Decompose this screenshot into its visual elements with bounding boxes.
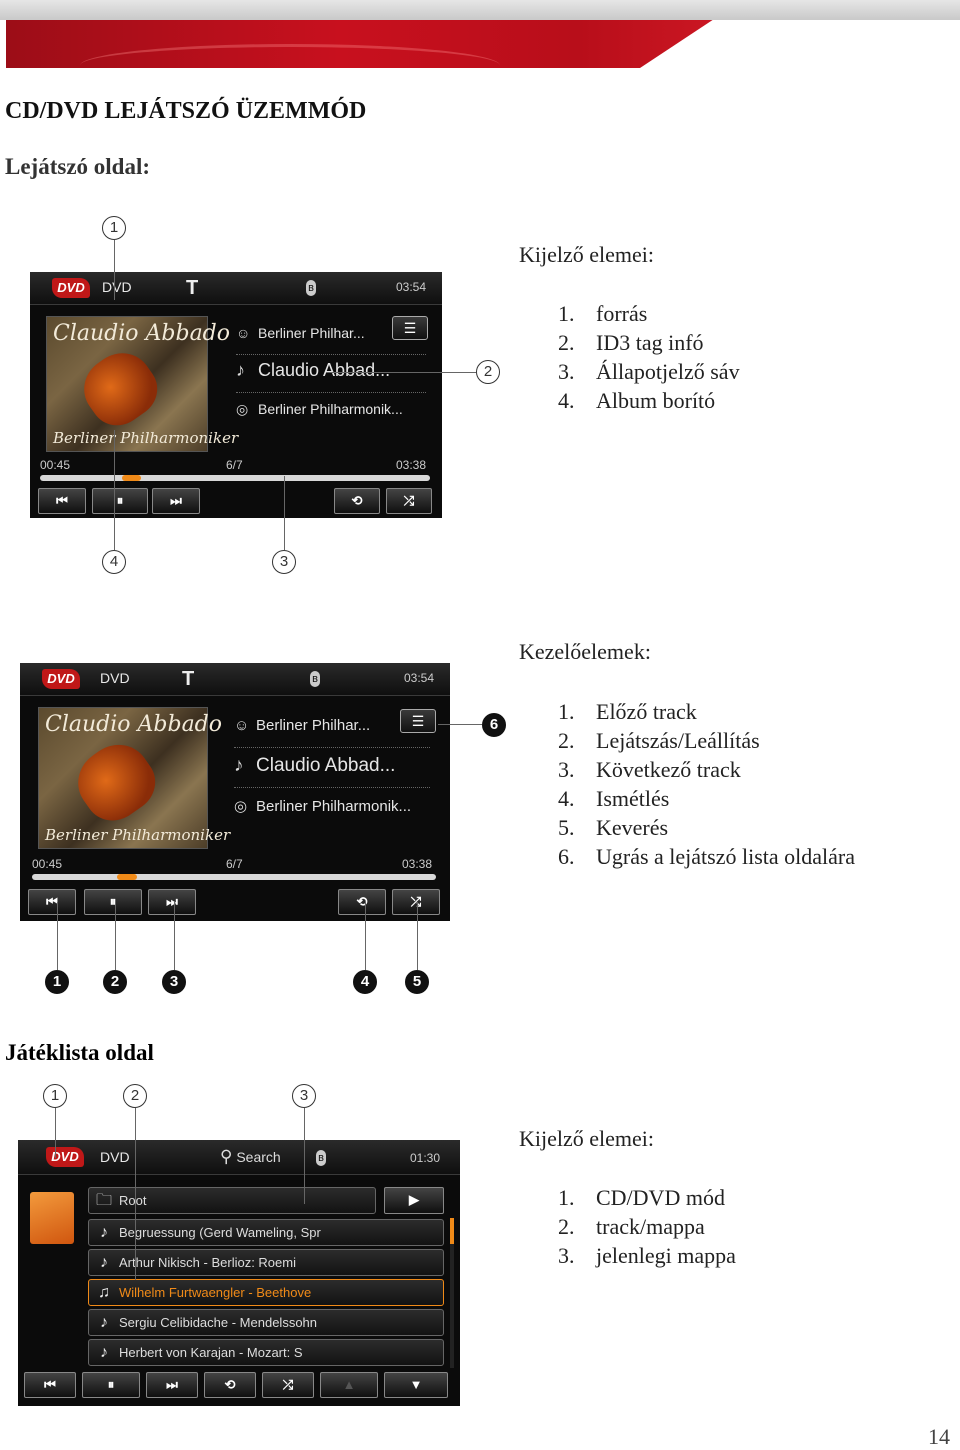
artist-label: Berliner Philhar... xyxy=(258,325,365,341)
list-item: 3. jelenlegi mappa xyxy=(558,1243,736,1268)
elapsed-time: 00:45 xyxy=(32,857,63,871)
divider xyxy=(234,747,430,748)
track-count: 6/7 xyxy=(226,458,243,472)
section-playlist-title: Játéklista oldal xyxy=(5,1040,154,1065)
scroll-down-button[interactable]: ▼ xyxy=(384,1372,448,1398)
music-note-icon: ♪ xyxy=(100,1344,108,1361)
callout-line xyxy=(114,240,115,300)
callout-3: 3 xyxy=(292,1084,316,1108)
callout-line xyxy=(57,902,58,970)
list-item: 5. Keverés xyxy=(558,815,669,840)
prev-button[interactable]: ⏮ xyxy=(28,889,76,915)
list-item: 3. Állapotjelző sáv xyxy=(558,359,740,384)
header-banner xyxy=(0,0,960,68)
album-info xyxy=(236,401,403,418)
dvd-logo: DVD xyxy=(52,278,90,298)
music-note-icon: ♪ xyxy=(100,1314,108,1331)
display-elements-list xyxy=(558,299,740,415)
callout-1: 1 xyxy=(102,216,126,240)
dvd-logo: DVD xyxy=(42,669,80,689)
track-count: 6/7 xyxy=(226,857,243,871)
next-button[interactable]: ⏭ xyxy=(148,889,196,915)
prev-button[interactable]: ⏮ xyxy=(38,488,86,514)
callout-line xyxy=(55,1108,56,1158)
progress-bar[interactable] xyxy=(32,874,436,880)
dvd-logo: DVD xyxy=(46,1147,84,1167)
controls-title: Kezelőelemek: xyxy=(519,639,651,664)
violin-image xyxy=(73,340,169,435)
bluetooth-icon: ʙ xyxy=(310,671,320,687)
divider xyxy=(234,787,430,788)
player-screen-2 xyxy=(20,663,450,921)
callout-4: 4 xyxy=(353,970,377,994)
callout-5: 5 xyxy=(405,970,429,994)
artist-icon: ☺ xyxy=(234,717,250,734)
list-item: 2. track/mappa xyxy=(558,1214,705,1239)
callout-line xyxy=(365,902,366,970)
artist-info xyxy=(236,325,365,341)
list-item: 1. forrás xyxy=(558,301,648,326)
track-label: Claudio Abbad... xyxy=(256,755,396,776)
status-bar xyxy=(18,1140,460,1175)
search-button[interactable] xyxy=(220,1147,281,1167)
list-item: 6. Ugrás a lejátszó lista oldalára xyxy=(558,844,856,869)
album-info xyxy=(234,797,411,815)
divider xyxy=(236,392,426,393)
status-bar xyxy=(30,272,442,305)
player-screen-1 xyxy=(30,272,442,518)
shuffle-button[interactable]: ⤮ xyxy=(262,1372,314,1398)
callout-line xyxy=(417,902,418,970)
repeat-button[interactable]: ⟲ xyxy=(334,488,380,514)
clock: 03:54 xyxy=(403,671,434,685)
bluetooth-icon: ʙ xyxy=(306,280,316,296)
list-item: 2. ID3 tag infó xyxy=(558,330,704,355)
table-row[interactable]: ♪ Herbert von Karajan - Mozart: S xyxy=(88,1339,444,1366)
clock: 01:30 xyxy=(409,1151,440,1165)
folder-icon xyxy=(30,1192,74,1244)
repeat-button[interactable]: ⟲ xyxy=(338,889,386,915)
disc-icon: ◎ xyxy=(234,798,248,815)
cover-subtitle: Berliner Philharmoniker xyxy=(45,826,231,844)
callout-line xyxy=(174,902,175,970)
search-label: Search xyxy=(236,1149,281,1165)
root-row[interactable] xyxy=(88,1187,376,1214)
playlist-button[interactable]: ☰ xyxy=(400,709,436,733)
list-item: 1. Előző track xyxy=(558,699,697,724)
callout-2: 2 xyxy=(103,970,127,994)
callout-line xyxy=(135,1108,136,1280)
folder-small-icon: 🗀 xyxy=(95,1192,112,1209)
album-label: Berliner Philharmonik... xyxy=(256,798,412,815)
track-info xyxy=(236,360,390,381)
callout-line xyxy=(284,476,285,550)
next-button[interactable]: ⏭ xyxy=(152,488,200,514)
progress-bar[interactable] xyxy=(40,475,430,481)
callout-line xyxy=(304,1108,305,1204)
playlist-elements-title: Kijelző elemei: xyxy=(519,1126,654,1151)
callout-line xyxy=(330,372,476,373)
antenna-icon: T xyxy=(182,668,195,690)
playlist-elements-list xyxy=(558,1183,736,1270)
track-label: Claudio Abbad... xyxy=(258,360,391,380)
callout-4: 4 xyxy=(102,550,126,574)
callout-line xyxy=(438,724,482,725)
playlist-button[interactable]: ☰ xyxy=(392,316,428,340)
callout-line xyxy=(114,430,115,550)
cover-subtitle: Berliner Philharmoniker xyxy=(53,429,239,447)
scrollbar[interactable] xyxy=(450,1218,454,1368)
callout-6: 6 xyxy=(482,713,506,737)
playing-note-icon: ♫ xyxy=(98,1284,110,1301)
music-note-icon: ♪ xyxy=(234,755,244,776)
list-item: 4. Ismétlés xyxy=(558,786,670,811)
pause-button[interactable]: ⏸ xyxy=(82,1372,140,1398)
cover-title: Claudio Abbado xyxy=(53,321,231,346)
source-label: DVD xyxy=(100,1149,130,1165)
table-row[interactable]: ♪ Arthur Nikisch - Berlioz: Roemi xyxy=(88,1249,444,1276)
table-row[interactable]: ♪ Begruessung (Gerd Wameling, Spr xyxy=(88,1219,444,1246)
scrollbar-thumb[interactable] xyxy=(450,1218,454,1244)
prev-button[interactable]: ⏮ xyxy=(24,1372,76,1398)
status-bar xyxy=(20,663,450,696)
scroll-up-button[interactable]: ▲ xyxy=(320,1372,378,1398)
album-label: Berliner Philharmonik... xyxy=(258,401,403,417)
shuffle-button[interactable]: ⤮ xyxy=(386,488,432,514)
progress-fill xyxy=(122,475,142,481)
playlist-screen xyxy=(18,1140,460,1406)
divider xyxy=(236,354,426,355)
bluetooth-icon: ʙ xyxy=(316,1150,326,1166)
next-button[interactable]: ⏭ xyxy=(146,1372,198,1398)
cover-title: Claudio Abbado xyxy=(45,712,223,737)
violin-image xyxy=(66,732,167,832)
callout-3: 3 xyxy=(272,550,296,574)
controls-list xyxy=(558,697,855,871)
table-row-selected[interactable]: ♫ Wilhelm Furtwaengler - Beethove xyxy=(88,1279,444,1306)
callout-1: 1 xyxy=(45,970,69,994)
repeat-button[interactable]: ⟲ xyxy=(204,1372,256,1398)
music-note-icon: ♪ xyxy=(236,360,245,380)
page-heading: CD/DVD LEJÁTSZÓ ÜZEMMÓD xyxy=(5,98,367,124)
shuffle-button[interactable]: ⤮ xyxy=(392,889,440,915)
search-icon: ⚲ xyxy=(220,1147,233,1166)
music-note-icon: ♪ xyxy=(100,1224,108,1241)
total-time: 03:38 xyxy=(402,857,433,871)
artist-icon: ☺ xyxy=(236,325,251,341)
list-item: 2. Lejátszás/Leállítás xyxy=(558,728,760,753)
display-elements-title: Kijelző elemei: xyxy=(519,242,654,267)
source-label: DVD xyxy=(100,670,130,686)
album-cover xyxy=(46,316,239,452)
album-cover xyxy=(38,707,231,849)
artist-label: Berliner Philhar... xyxy=(256,717,371,734)
pause-button[interactable]: ⏸ xyxy=(92,488,148,514)
callout-3: 3 xyxy=(162,970,186,994)
disc-icon: ◎ xyxy=(236,401,249,417)
progress-fill xyxy=(117,874,137,880)
callout-2: 2 xyxy=(476,360,500,384)
page-number: 14 xyxy=(928,1424,950,1449)
source-label: DVD xyxy=(102,279,132,295)
artist-info xyxy=(234,717,370,734)
play-button[interactable]: ▶ xyxy=(384,1187,444,1214)
callout-2: 2 xyxy=(123,1084,147,1108)
track-info xyxy=(234,755,395,777)
banner-grey-strip xyxy=(0,0,960,20)
callout-line xyxy=(115,902,116,970)
clock: 03:54 xyxy=(395,280,426,294)
section-player-title: Lejátszó oldal: xyxy=(5,154,151,179)
callout-1: 1 xyxy=(43,1084,67,1108)
total-time: 03:38 xyxy=(396,458,427,472)
pause-button[interactable]: ⏸ xyxy=(84,889,142,915)
table-row[interactable]: ♪ Sergiu Celibidache - Mendelssohn xyxy=(88,1309,444,1336)
antenna-icon: T xyxy=(186,277,199,299)
list-item: 4. Album borító xyxy=(558,388,716,413)
list-item: 3. Következő track xyxy=(558,757,741,782)
music-note-icon: ♪ xyxy=(100,1254,108,1271)
elapsed-time: 00:45 xyxy=(40,458,71,472)
list-item: 1. CD/DVD mód xyxy=(558,1185,725,1210)
root-label: Root xyxy=(119,1193,147,1208)
